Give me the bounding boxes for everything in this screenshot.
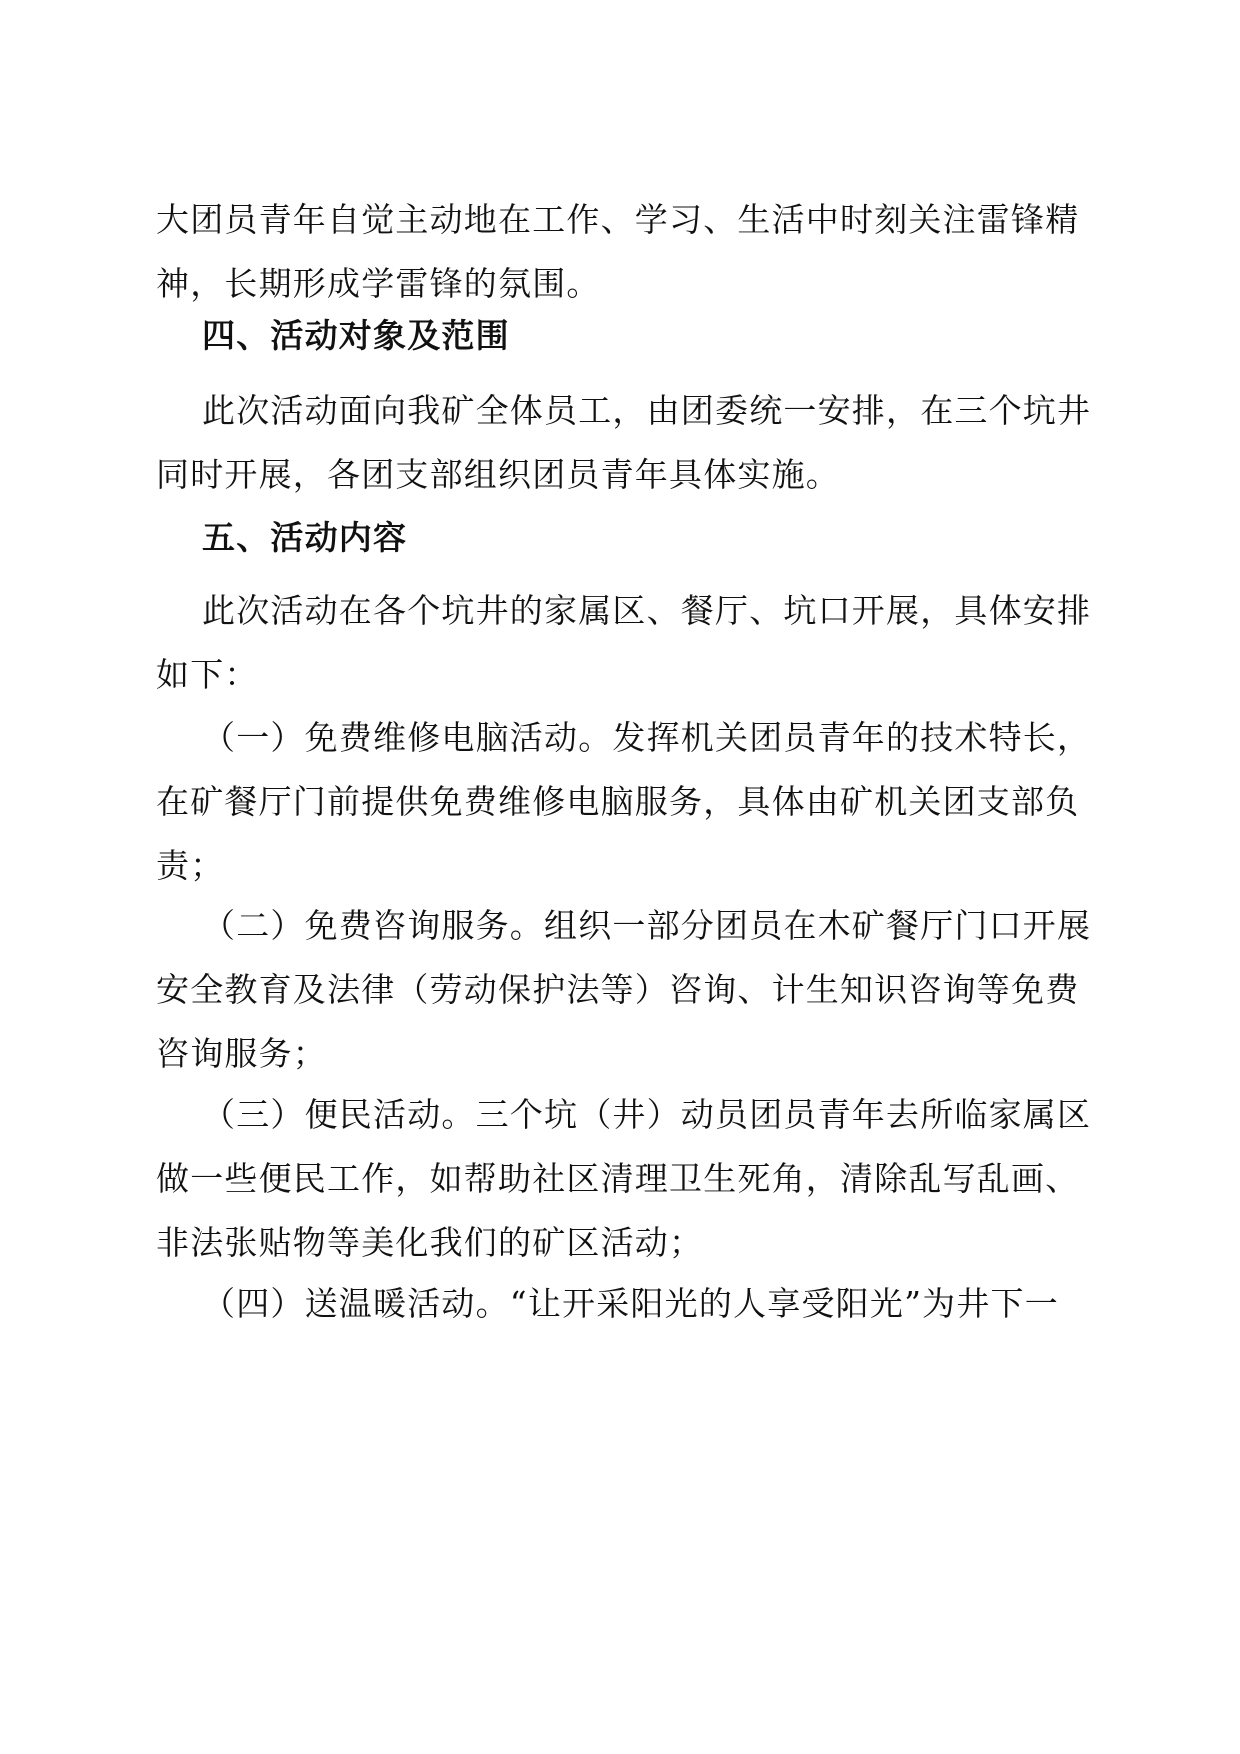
paragraph-scope [156,379,1096,507]
section-heading-5 [156,506,1096,570]
text-line: （一）免费维修电脑活动。发挥机关团员青年的技术特长， [202,718,1092,757]
text-line: 做一些便民工作，如帮助社区清理卫生死角，清除乱写乱画、 [156,1159,1080,1198]
heading-text: 四、活动对象及范围 [202,316,510,355]
text-line: （二）免费咨询服务。组织一部分团员在木矿餐厅门口开展 [202,906,1092,945]
text-line: 同时开展，各团支部组织团员青年具体实施。 [156,455,840,494]
paragraph-item-1 [156,706,1096,898]
text-line: 咨询服务； [156,1034,327,1073]
text-line: 大团员青年自觉主动地在工作、学习、生活中时刻关注雷锋精 [156,200,1080,239]
text-line: 此次活动在各个坑井的家属区、餐厅、坑口开展，具体安排 [202,591,1092,630]
text-line: 非法张贴物等美化我们的矿区活动； [156,1223,704,1262]
text-line: 在矿餐厅门前提供免费维修电脑服务，具体由矿机关团支部负 [156,782,1080,821]
text-line: 安全教育及法律（劳动保护法等）咨询、计生知识咨询等免费 [156,970,1080,1009]
text-line: 此次活动面向我矿全体员工，由团委统一安排，在三个坑井 [202,391,1092,430]
paragraph-item-3 [156,1083,1096,1275]
paragraph-item-2 [156,894,1096,1086]
text-line: 神，长期形成学雷锋的氛围。 [156,264,601,303]
heading-text: 五、活动内容 [202,518,408,557]
paragraph-content-intro [156,579,1096,707]
text-line: （四）送温暖活动。“让开采阳光的人享受阳光”为井下一 [202,1284,1059,1323]
section-heading-4 [156,304,1096,368]
text-line: （三）便民活动。三个坑（井）动员团员青年去所临家属区 [202,1095,1092,1134]
text-line: 如下： [156,655,259,694]
text-line: 责； [156,846,225,885]
paragraph-continuation [156,188,1096,316]
paragraph-item-4 [156,1272,1096,1336]
